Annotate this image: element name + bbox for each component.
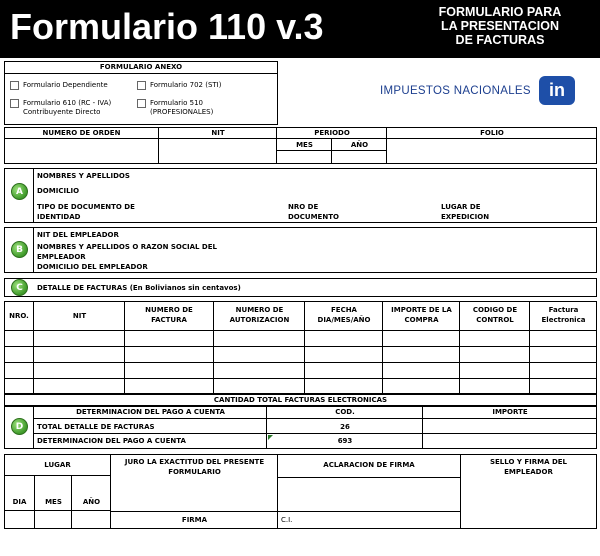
numero-orden-field[interactable]: [5, 140, 158, 163]
col-nit: NIT: [72, 312, 87, 320]
subtitle-line-3: DE FACTURAS: [455, 33, 545, 47]
subtitle-line-1: FORMULARIO PARA: [438, 5, 562, 19]
col-nro: NRO.: [9, 312, 29, 320]
nit-empleador-label: NIT DEL EMPLEADOR: [37, 231, 119, 239]
mes-label: MES: [296, 141, 313, 149]
nro-doc-label: [288, 202, 339, 222]
aclaracion-label: ACLARACION DE FIRMA: [323, 461, 415, 469]
anexo-610-line1: Formulario 610 (RC - IVA): [23, 99, 112, 107]
importe-header: IMPORTE: [492, 408, 528, 416]
anio-label: AÑO: [350, 141, 369, 149]
anexo-510-line1: Formulario 510: [150, 99, 203, 107]
firma-field[interactable]: [112, 477, 277, 510]
anexo-option-702: Formulario 702 (STI): [150, 81, 222, 89]
anexo-510-line2: (PROFESIONALES): [150, 108, 214, 116]
domicilio-label: DOMICILIO: [37, 187, 80, 195]
checkbox-610[interactable]: [10, 99, 19, 108]
ci-label: C.I.: [281, 516, 293, 524]
anexo-option-dependiente: Formulario Dependiente: [23, 81, 108, 89]
checkbox-510[interactable]: [137, 99, 146, 108]
lugar-field[interactable]: [5, 477, 110, 495]
lugar-label: LUGAR: [44, 461, 71, 469]
firma-label: FIRMA: [181, 516, 208, 524]
form-subtitle: [400, 5, 600, 47]
logo-text: IMPUESTOS NACIONALES: [380, 85, 531, 97]
sello-line1: SELLO Y FIRMA DEL: [489, 458, 568, 466]
col-numero-autorizacion: NUMERO DE AUTORIZACION: [229, 306, 290, 324]
row-total-detalle-importe[interactable]: [424, 420, 596, 433]
anio-footer-label: AÑO: [82, 498, 101, 506]
anexo-610-line2: Contribuyente Directo: [23, 108, 101, 116]
subtitle-line-2: LA PRESENTACION: [440, 19, 560, 33]
nro-doc-line1: NRO DE: [288, 203, 319, 211]
dia-label: DIA: [12, 498, 27, 506]
logo-icon: in: [539, 76, 575, 105]
nombres-empleador-line1: NOMBRES Y APELLIDOS O RAZON SOCIAL DEL: [37, 243, 217, 251]
tipo-doc-line1: TIPO DE DOCUMENTO DE: [37, 203, 135, 211]
section-d-badge: D: [11, 418, 28, 435]
nombres-empleador-line2: EMPLEADOR: [37, 253, 86, 261]
domicilio-empleador-label: DOMICILIO DEL EMPLEADOR: [37, 263, 148, 271]
section-c-badge: C: [11, 279, 28, 296]
lugar-exp-label: [441, 202, 489, 222]
sello-field[interactable]: [461, 478, 596, 528]
section-c-title-box: [4, 278, 597, 297]
aclaracion-field[interactable]: [279, 478, 459, 510]
col-importe-compra: IMPORTE DE LA COMPRA: [391, 306, 452, 324]
lugar-exp-line2: EXPEDICION: [441, 213, 490, 221]
det-header: DETERMINACION DEL PAGO A CUENTA: [76, 408, 225, 416]
nombres-label: NOMBRES Y APELLIDOS: [37, 172, 130, 180]
col-codigo-control: CODIGO DE CONTROL: [472, 306, 518, 324]
anio-field-footer[interactable]: [73, 512, 110, 528]
footer-firma-line: [111, 511, 460, 512]
dia-field[interactable]: [5, 512, 34, 528]
tipo-doc-line2: IDENTIDAD: [37, 213, 81, 221]
checkbox-dependiente[interactable]: [10, 81, 19, 90]
total-electronicas-label: CANTIDAD TOTAL FACTURAS ELECTRONICAS: [4, 394, 597, 406]
juro-label: [111, 457, 278, 477]
row-pago-cuenta-importe[interactable]: [424, 435, 596, 448]
cod-header: COD.: [335, 408, 355, 416]
anexo-option-510: [150, 99, 213, 117]
folio-label: FOLIO: [480, 129, 504, 137]
folio-field[interactable]: [388, 140, 596, 163]
cell-marker-icon: [268, 435, 273, 440]
section-b-badge: B: [11, 241, 28, 258]
col-numero-factura: NUMERO DE FACTURA: [145, 306, 193, 324]
anexo-option-610: [23, 99, 111, 117]
col-fecha: FECHA DIA/MES/AÑO: [317, 306, 371, 324]
anexo-title: FORMULARIO ANEXO: [4, 61, 278, 74]
nombres-empleador-label: [37, 242, 217, 262]
row-pago-cuenta-label: DETERMINACION DEL PAGO A CUENTA: [37, 437, 186, 445]
col-factura-electronica: Factura Electronica: [541, 306, 586, 324]
form-title: Formulario 110 v.3: [10, 6, 324, 47]
juro-line2: FORMULARIO: [168, 468, 221, 476]
mes-field-footer[interactable]: [36, 512, 71, 528]
row-pago-cuenta-cod: 693: [337, 437, 353, 445]
nit-label: NIT: [211, 129, 225, 137]
nit-field[interactable]: [160, 140, 276, 163]
section-a-badge: A: [11, 183, 28, 200]
checkbox-702[interactable]: [137, 81, 146, 90]
sello-line2: EMPLEADOR: [504, 468, 553, 476]
row-total-detalle-label: TOTAL DETALLE DE FACTURAS: [37, 423, 155, 431]
anio-field[interactable]: [333, 152, 386, 163]
nro-doc-line2: DOCUMENTO: [288, 213, 339, 221]
juro-line1: JURO LA EXACTITUD DEL PRESENTE: [124, 458, 265, 466]
mes-field[interactable]: [278, 152, 331, 163]
sello-label: [460, 457, 597, 477]
numero-orden-label: NUMERO DE ORDEN: [42, 129, 121, 137]
mes-footer-label: MES: [45, 498, 62, 506]
periodo-label: PERIODO: [314, 129, 350, 137]
row-total-detalle-cod: 26: [340, 423, 350, 431]
section-c-title: DETALLE DE FACTURAS (En Bolivianos sin centavos): [37, 284, 241, 292]
lugar-exp-line1: LUGAR DE: [441, 203, 481, 211]
tipo-doc-label: [37, 202, 135, 222]
